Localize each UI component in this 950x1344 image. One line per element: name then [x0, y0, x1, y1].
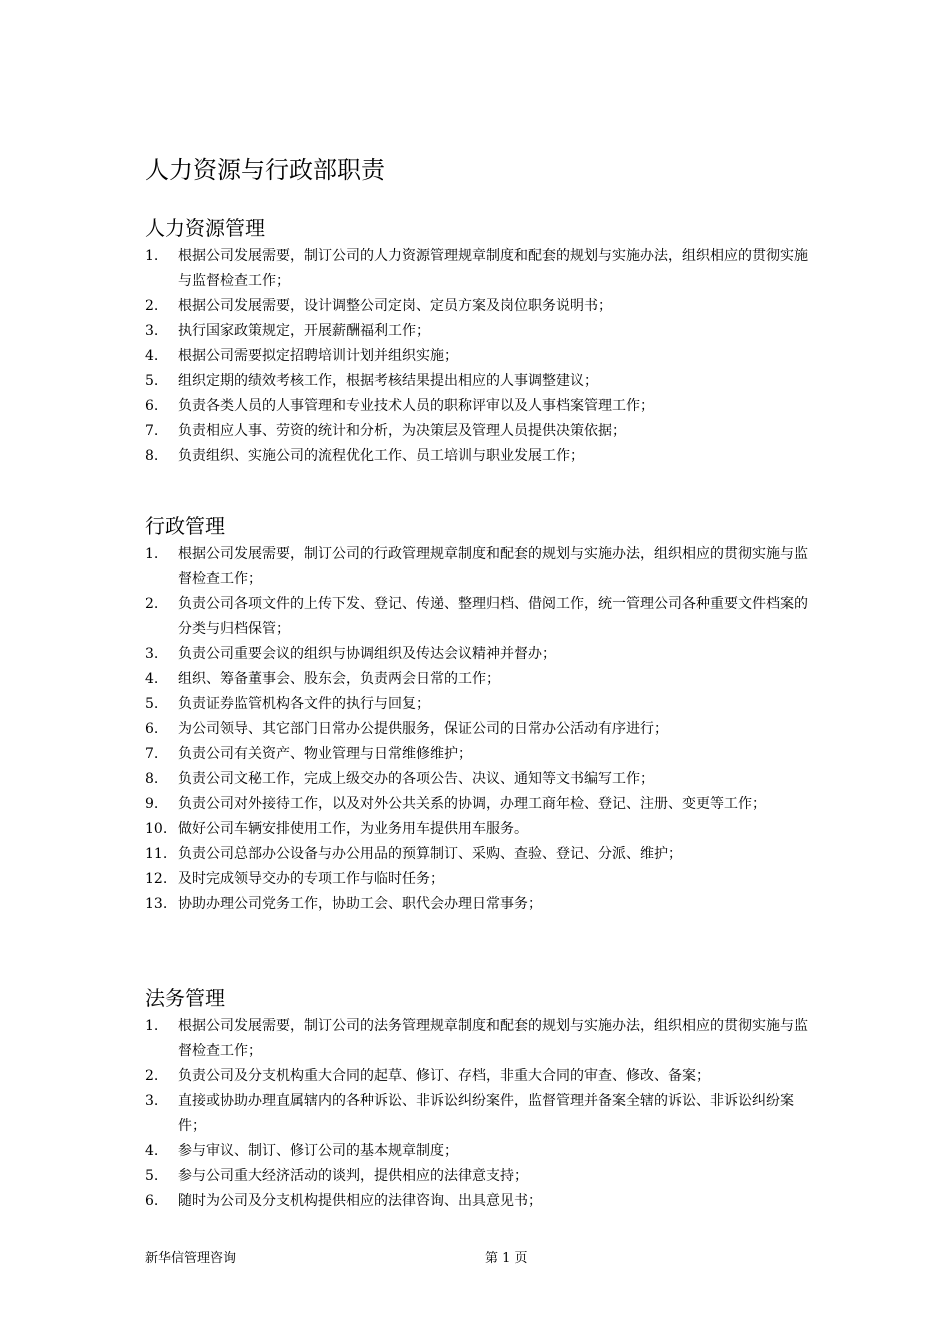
- item-number: 3.: [145, 646, 159, 662]
- item-text: 负责公司总部办公设备与办公用品的预算制订、采购、查验、登记、分派、维护；: [178, 846, 682, 862]
- item-number: 1.: [145, 248, 159, 264]
- list-item: [145, 344, 810, 369]
- item-number: 5.: [145, 696, 159, 712]
- list-item: [145, 1139, 810, 1164]
- list-item: [145, 767, 810, 792]
- list-item: [145, 1189, 810, 1214]
- section-admin: [145, 512, 810, 917]
- item-number: 11.: [145, 846, 168, 862]
- item-number: 2.: [145, 1068, 159, 1084]
- item-number: 7.: [145, 746, 159, 762]
- item-text: 根据公司发展需要，制订公司的行政管理规章制度和配套的规划与实施办法，组织相应的贯彻实施与监督检查工作；: [178, 546, 808, 587]
- item-text: 负责公司有关资产、物业管理与日常维修维护；: [178, 746, 472, 762]
- list-item: [145, 244, 810, 294]
- section-hr: [145, 214, 810, 469]
- item-number: 6.: [145, 721, 159, 737]
- item-text: 根据公司发展需要，制订公司的法务管理规章制度和配套的规划与实施办法，组织相应的贯彻实施与监督检查工作；: [178, 1018, 808, 1059]
- item-text: 随时为公司及分支机构提供相应的法律咨询、出具意见书；: [178, 1193, 542, 1209]
- list-item: [145, 542, 810, 592]
- item-number: 6.: [145, 398, 159, 414]
- item-number: 5.: [145, 1168, 159, 1184]
- item-number: 7.: [145, 423, 159, 439]
- item-list: [145, 542, 810, 917]
- item-number: 5.: [145, 373, 159, 389]
- item-text: 负责公司及分支机构重大合同的起草、修订、存档，非重大合同的审查、修改、备案；: [178, 1068, 710, 1084]
- item-text: 参与审议、制订、修订公司的基本规章制度；: [178, 1143, 458, 1159]
- item-number: 3.: [145, 323, 159, 339]
- item-text: 根据公司需要拟定招聘培训计划并组织实施；: [178, 348, 458, 364]
- item-number: 8.: [145, 771, 159, 787]
- footer-page-number: 第 1 页: [485, 1251, 528, 1266]
- list-item: [145, 892, 810, 917]
- document-title: 人力资源与行政部职责: [145, 156, 385, 184]
- item-number: 10.: [145, 821, 168, 837]
- list-item: [145, 792, 810, 817]
- item-number: 1.: [145, 546, 159, 562]
- item-number: 2.: [145, 596, 159, 612]
- item-text: 负责各类人员的人事管理和专业技术人员的职称评审以及人事档案管理工作；: [178, 398, 654, 414]
- item-text: 执行国家政策规定，开展薪酬福利工作；: [178, 323, 430, 339]
- item-text: 负责证券监管机构各文件的执行与回复；: [178, 696, 430, 712]
- list-item: [145, 592, 810, 642]
- list-item: [145, 319, 810, 344]
- item-list: [145, 244, 810, 469]
- list-item: [145, 444, 810, 469]
- item-text: 组织定期的绩效考核工作，根据考核结果提出相应的人事调整建议；: [178, 373, 598, 389]
- footer-company: 新华信管理咨询: [145, 1251, 237, 1266]
- item-text: 参与公司重大经济活动的谈判，提供相应的法律意支持；: [178, 1168, 528, 1184]
- item-number: 4.: [145, 348, 159, 364]
- list-item: [145, 419, 810, 444]
- list-item: [145, 842, 810, 867]
- list-item: [145, 717, 810, 742]
- list-item: [145, 369, 810, 394]
- item-text: 直接或协助办理直属辖内的各种诉讼、非诉讼纠纷案件，监督管理并备案全辖的诉讼、非诉讼纠纷案件；: [178, 1093, 794, 1134]
- item-text: 负责公司文秘工作，完成上级交办的各项公告、决议、通知等文书编写工作；: [178, 771, 654, 787]
- list-item: [145, 394, 810, 419]
- item-number: 13.: [145, 896, 168, 912]
- item-text: 做好公司车辆安排使用工作，为业务用车提供用车服务。: [178, 821, 528, 837]
- list-item: [145, 667, 810, 692]
- item-number: 9.: [145, 796, 159, 812]
- list-item: [145, 1014, 810, 1064]
- item-text: 组织、筹备董事会、股东会，负责两会日常的工作；: [178, 671, 500, 687]
- item-number: 8.: [145, 448, 159, 464]
- section-heading: 法务管理: [145, 986, 225, 1010]
- list-item: [145, 1164, 810, 1189]
- list-item: [145, 294, 810, 319]
- item-text: 根据公司发展需要，设计调整公司定岗、定员方案及岗位职务说明书；: [178, 298, 612, 314]
- section-heading: 人力资源管理: [145, 216, 265, 240]
- list-item: [145, 742, 810, 767]
- list-item: [145, 692, 810, 717]
- item-list: [145, 1014, 810, 1214]
- item-number: 12.: [145, 871, 168, 887]
- list-item: [145, 1064, 810, 1089]
- section-heading: 行政管理: [145, 514, 225, 538]
- item-text: 负责相应人事、劳资的统计和分析，为决策层及管理人员提供决策依据；: [178, 423, 626, 439]
- list-item: [145, 817, 810, 842]
- item-text: 负责公司各项文件的上传下发、登记、传递、整理归档、借阅工作，统一管理公司各种重要文件档案的分类与归档保管；: [178, 596, 808, 637]
- item-text: 负责公司重要会议的组织与协调组织及传达会议精神并督办；: [178, 646, 556, 662]
- item-number: 6.: [145, 1193, 159, 1209]
- item-number: 3.: [145, 1093, 159, 1109]
- list-item: [145, 1089, 810, 1139]
- item-text: 协助办理公司党务工作，协助工会、职代会办理日常事务；: [178, 896, 542, 912]
- list-item: [145, 867, 810, 892]
- item-text: 根据公司发展需要，制订公司的人力资源管理规章制度和配套的规划与实施办法，组织相应的贯彻实施与监督检查工作；: [178, 248, 808, 289]
- item-text: 及时完成领导交办的专项工作与临时任务；: [178, 871, 444, 887]
- item-text: 为公司领导、其它部门日常办公提供服务，保证公司的日常办公活动有序进行；: [178, 721, 668, 737]
- item-number: 1.: [145, 1018, 159, 1034]
- item-number: 2.: [145, 298, 159, 314]
- section-legal: [145, 984, 810, 1214]
- list-item: [145, 642, 810, 667]
- item-text: 负责组织、实施公司的流程优化工作、员工培训与职业发展工作；: [178, 448, 584, 464]
- item-number: 4.: [145, 671, 159, 687]
- item-text: 负责公司对外接待工作，以及对外公共关系的协调，办理工商年检、登记、注册、变更等工作；: [178, 796, 766, 812]
- item-number: 4.: [145, 1143, 159, 1159]
